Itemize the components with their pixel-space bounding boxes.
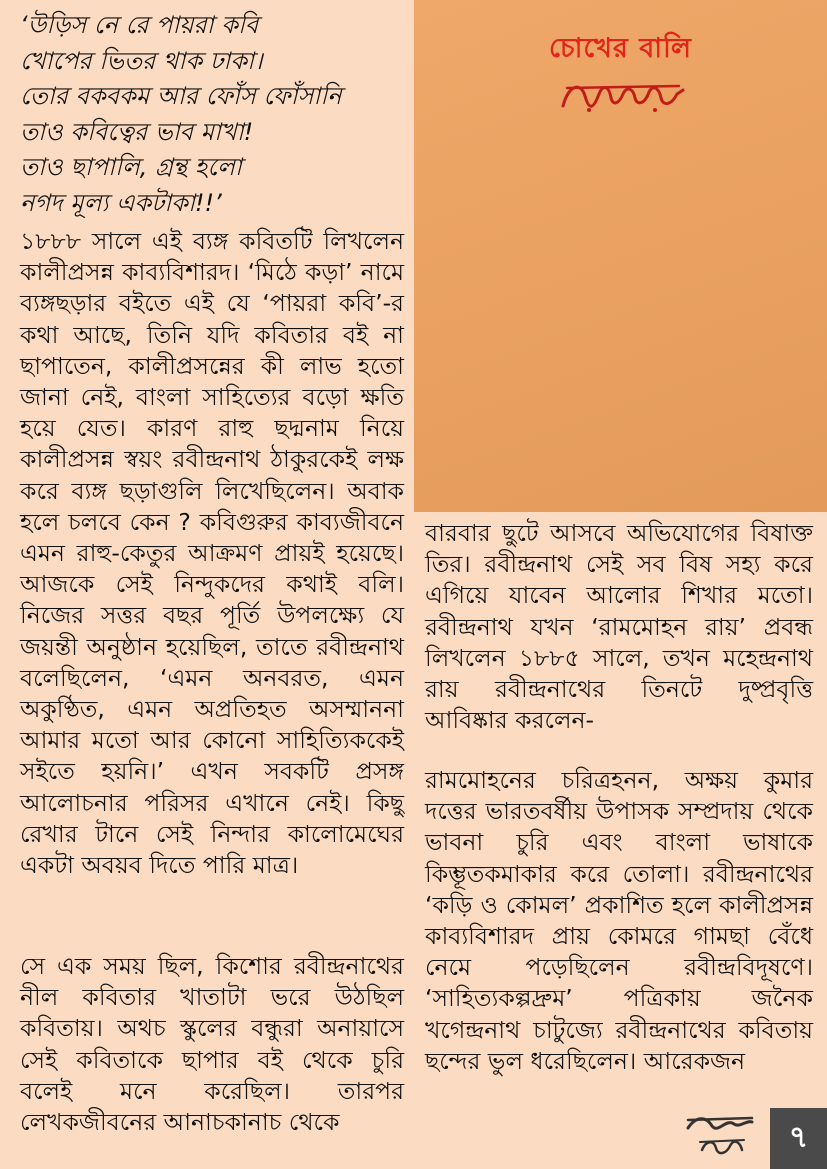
poem-line: ‘উড়িস নে রে পায়রা কবি bbox=[20, 11, 259, 39]
paragraph-left-2: সে এক সময় ছিল, কিশোর রবীন্দ্রনাথের নীল কবিতার খাতাটা ভরে উঠছিল কবিতায়। অথচ স্কুলের বন্ধুরা অনায়াসে সেই কবিতাকে ছাপার বই থেকে চুরি বলেই মনে করেছিল। তারপর লেখকজীবনের আনাচকানাচ থেকে bbox=[20, 952, 404, 1137]
page-number-label: ৭ bbox=[788, 1120, 809, 1155]
page-number bbox=[770, 1108, 827, 1169]
poem-line: তোর বকবকম আর ফোঁস ফোঁসানি bbox=[20, 82, 342, 110]
book-cover-image bbox=[414, 0, 827, 512]
paragraph-left-1: ১৮৮৮ সালে এই ব্যঙ্গ কবিতটি লিখলেন কালীপ্রসন্ন কাব্যবিশারদ। ‘মিঠে কড়া’ নামে ব্যঙ্গছড়ার বইতে এই যে ‘পায়রা কবি’-র কথা আছে, তিনি যদি কবিতার বই না ছাপাতেন, কালীপ্রসন্নের কী লাভ হতো জানা নেই, বাংলা সাহিত্যের বড়ো ক্ষতি হয়ে যেত। কারণ রাহু ছদ্মনাম নিয়ে কালীপ্রসন্ন স্বয়ং রবীন্দ্রনাথ ঠাকুরকেই লক্ষ করে ব্যঙ্গ ছড়াগুলি লিখেছিলেন। অবাক হলে চলবে কেন ? কবিগুরুর কাব্যজীবনে এমন রাহু-কেতুর আক্রমণ প্রায়ই হয়েছে। আজকে সেই নিন্দুকদের কথাই বলি। নিজের সত্তর বছর পূর্তি উপলক্ষ্যে যে জয়ন্তী অনুষ্ঠান হয়েছিল, তাতে রবীন্দ্রনাথ বলেছিলেন, ‘এমন অনবরত, এমন অকুণ্ঠিত, এমন অপ্রতিহত অসম্মাননা আমার মতো আর কোনো সাহিত্যিককেই সইতে হয়নি।’ এখন সবকটি প্রসঙ্গ আলোচনার পরিসর এখানে নেই। কিছু রেখার টানে সেই নিন্দার কালোমেঘের একটা অবয়ব দিতে পারি মাত্র। bbox=[20, 227, 404, 880]
paragraph-right-1: বারবার ছুটে আসবে অভিযোগের বিষাক্ত তির। রবীন্দ্রনাথ সেই সব বিষ সহ্য করে এগিয়ে যাবেন আলোর শিখার মতো। রবীন্দ্রনাথ যখন ‘রামমোহন রায়’ প্রবন্ধ লিখলেন ১৮৮৫ সালে, তখন মহেন্দ্রনাথ রায় রবীন্দ্রনাথের তিনটে দুষ্প্রবৃত্তি আবিষ্কার করলেন- bbox=[425, 519, 813, 735]
opening-poem bbox=[20, 8, 410, 221]
poem-line: খোপের ভিতর থাক ঢাকা। bbox=[20, 46, 263, 75]
poem-line: তাও ছাপালি, গ্রন্থ হলো bbox=[20, 153, 242, 181]
author-signature bbox=[559, 76, 689, 116]
poem-line: তাও কবিত্বের ভাব মাখা! bbox=[20, 117, 254, 146]
magazine-logo bbox=[682, 1110, 758, 1162]
book-cover-title: চোখের বালি bbox=[549, 33, 692, 64]
paragraph-right-2: রামমোহনের চরিত্রহনন, অক্ষয় কুমার দত্তের ভারতবর্ষীয় উপাসক সম্প্রদায় থেকে ভাবনা চুরি এবং বাংলা ভাষাকে কিম্ভূতকমাকার করে তোলা। রবীন্দ্রনাথের ‘কড়ি ও কোমল’ প্রকাশিত হলে কালীপ্রসন্ন কাব্যবিশারদ প্রায় কোমরে গামছা বেঁধে নেমে পড়েছিলেন রবীন্দ্রবিদূষণে। ‘সাহিত্যকল্পদ্রুম’ পত্রিকায় জনৈক খগেন্দ্রনাথ চাটুজ্যে রবীন্দ্রনাথের কবিতায় ছন্দের ভুল ধরেছিলেন। আরেকজন bbox=[425, 766, 813, 1075]
poem-line: নগদ মূল্য একটাকা!!’ bbox=[20, 188, 222, 217]
